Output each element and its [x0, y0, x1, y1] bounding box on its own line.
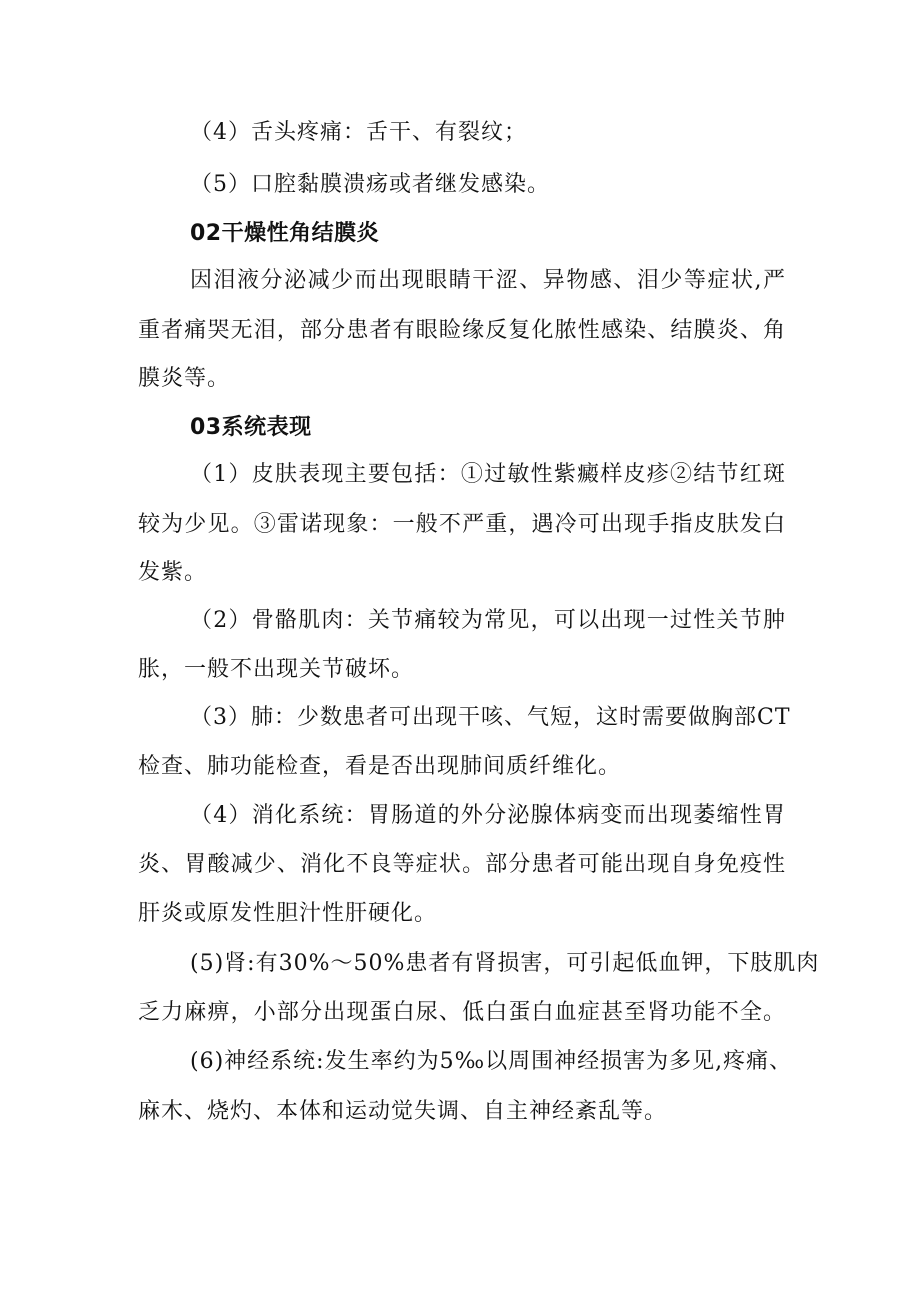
paragraph-line: （3）肺：少数患者可出现干咳、气短，这时需要做胸部CT — [190, 705, 791, 730]
paragraph-line: 较为少见。③雷诺现象：一般不严重，遇冷可出现手指皮肤发白 — [138, 512, 786, 537]
paragraph-line: 肝炎或原发性胆汁性肝硬化。 — [138, 901, 438, 926]
oral-item-4: （4）舌头疼痛：舌干、有裂纹； — [190, 120, 527, 145]
oral-item-5: （5）口腔黏膜溃疡或者继发感染。 — [190, 172, 550, 197]
paragraph-line: 重者痛哭无泪，部分患者有眼睑缘反复化脓性感染、结膜炎、角 — [138, 318, 786, 343]
paragraph-line: 胀，一般不出现关节破坏。 — [138, 657, 415, 682]
paragraph-line: 发紫。 — [138, 560, 208, 585]
paragraph-line: (5)肾:有30%～50%患者有肾损害，可引起低血钾，下肢肌肉 — [190, 951, 820, 976]
paragraph-line: 检查、肺功能检查，看是否出现肺间质纤维化。 — [138, 754, 622, 779]
paragraph-line: （1）皮肤表现主要包括：①过敏性紫癜样皮疹②结节红斑 — [190, 462, 786, 487]
paragraph-line: (6)神经系统:发生率约为5‰以周围神经损害为多见,疼痛、 — [190, 1049, 793, 1074]
paragraph-line: （2）骨骼肌肉：关节痛较为常见，可以出现一过性关节肿 — [190, 608, 786, 633]
section-heading-02: 02干燥性角结膜炎 — [190, 221, 380, 246]
paragraph-line: （4）消化系统：胃肠道的外分泌腺体病变而出现萎缩性胃 — [190, 803, 786, 828]
paragraph-line: 麻木、烧灼、本体和运动觉失调、自主神经紊乱等。 — [138, 1099, 668, 1124]
paragraph-line: 膜炎等。 — [138, 366, 231, 391]
paragraph-line: 因泪液分泌减少而出现眼睛干涩、异物感、泪少等症状,严 — [190, 268, 786, 293]
paragraph-line: 乏力麻痹，小部分出现蛋白尿、低白蛋白血症甚至肾功能不全。 — [138, 1000, 786, 1025]
paragraph-line: 炎、胃酸减少、消化不良等症状。部分患者可能出现自身免疫性 — [138, 852, 786, 877]
section-heading-03: 03系统表现 — [190, 415, 312, 440]
